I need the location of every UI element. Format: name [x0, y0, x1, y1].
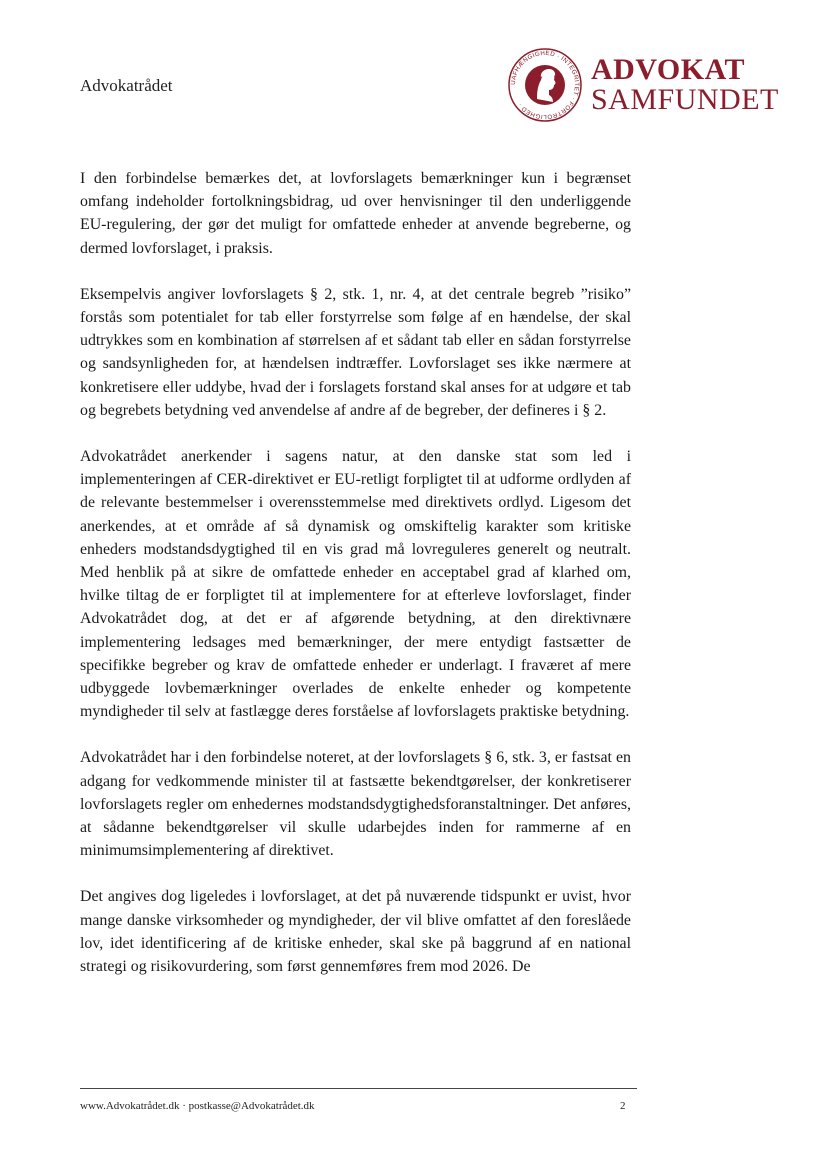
advokatsamfundet-logo: [507, 47, 797, 123]
paragraph: Advokatrådet anerkender i sagens natur, at den danske stat som led i implementeringen af CER-direktivet er EU-retligt forpligtet til at udforme ordlyden af de relevante bestemmelser i overensstemmelse med direktivets ordlyd. Ligesom det anerkendes, at et område af så dynamisk og omskiftelig karakter som kritiske enheders modstandsdygtighed til en vis grad må lovreguleres generelt og neutralt. Med henblik på at sikre de omfattede enheder en acceptabel grad af klarhed om, hvilke tiltag de er forpligtet til at implementere for at efterleve lovforslaget, finder Advokatrådet dog, at det er af afgørende betydning, at den direktivnære implementering ledsages med bemærkninger, der mere entydigt fastsætter de specifikke begreber og krav de omfattede enheder er underlagt. I fraværet af mere udbyggede lovbemærkninger overlades de enkelte enheder og kompetente myndigheder til selv at fastlægge deres forståelse af lovforslagets praktiske betydning.: [80, 448, 631, 721]
seal-icon: [507, 47, 583, 123]
page-number: 2: [620, 1100, 626, 1112]
logo-line2: SAMFUNDET: [591, 83, 779, 116]
org-name: Advokatrådet: [80, 76, 173, 95]
paragraph: Eksempelvis angiver lovforslagets § 2, stk. 1, nr. 4, at det centrale begreb ”risiko” forstås som potentialet for tab eller forstyrrelse som følge af en hændelse, der skal udtrykkes som en kombination af størrelsen af et sådant tab eller en sådan forstyrrelse og sandsynligheden for, at hændelsen indtræffer. Lovforslaget ses ikke nærmere at konkretisere eller uddybe, hvad der i forslagets forstand skal anses for at udgøre et tab og begrebets betydning ved anvendelse af andre af de begreber, der defineres i § 2.: [80, 285, 631, 419]
letter-body: [80, 167, 631, 1001]
footer-divider: [80, 1088, 637, 1089]
paragraph: Det angives dog ligeledes i lovforslaget, at det på nuværende tidspunkt er uvist, hvor mange danske virksomheder og myndigheder, der vil blive omfattet af den foreslåede lov, idet identificering af de kritiske enheder, skal ske på baggrund af en national strategi og risikovurdering, som først gennemføres frem mod 2026. De: [80, 888, 631, 976]
seal-text: UAFHÆNGIGHED · INTEGRITET · FORTROLIGHED ·: [509, 49, 581, 121]
logo-line1: ADVOKAT: [591, 53, 746, 86]
footer-contact: www.Advokatrådet.dk · postkasse@Advokatrådet.dk: [80, 1100, 315, 1112]
paragraph: Advokatrådet har i den forbindelse noteret, at der lovforslagets § 6, stk. 3, er fastsat en adgang for vedkommende minister til at fastsætte bekendtgørelser, der konkretiserer lovforslagets regler om enhedernes modstandsdygtighedsforanstaltninger. Det anføres, at sådanne bekendtgørelser vil skulle udarbejdes inden for rammerne af en minimumsimplementering af direktivet.: [80, 749, 631, 860]
logo-wordmark: [591, 55, 779, 115]
paragraph: I den forbindelse bemærkes det, at lovforslagets bemærkninger kun i begrænset omfang indeholder fortolkningsbidrag, ud over henvisninger til den underliggende EU-regulering, der gør det muligt for omfattede enheder at anvende begreberne, og dermed lovforslaget, i praksis.: [80, 170, 631, 257]
